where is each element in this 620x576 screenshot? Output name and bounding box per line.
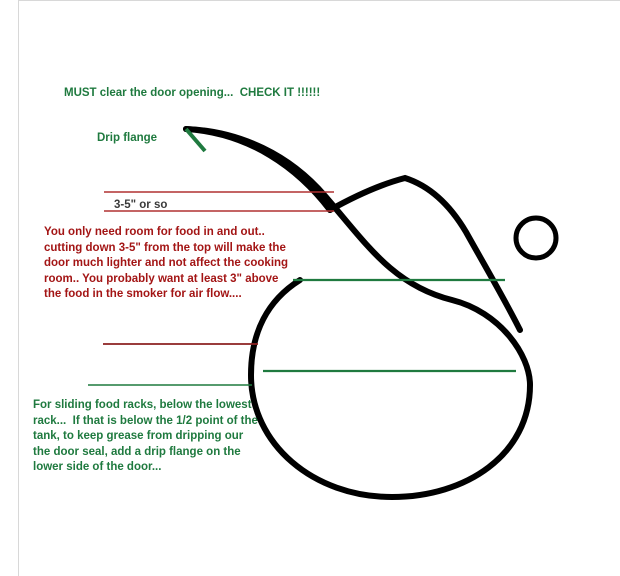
label-measurement-3-5: 3-5" or so <box>114 199 168 211</box>
note-room-for-food: You only need room for food in and out.. cutting down 3-5" from the top will make the door much lighter and not affect the cooking room.. You probably want at least 3" above the food in the smoker for air flow.... <box>44 226 292 300</box>
label-drip-flange: Drip flange <box>97 132 158 144</box>
note-must-clear-door-opening: MUST clear the door opening... CHECK IT !!!!!! <box>64 87 321 99</box>
note-sliding-food-racks: For sliding food racks, below the lowest rack... If that is below the 1/2 point of the tank, to keep grease from dripping our the door seal, add a drip flange on the lower side of the door... <box>33 399 262 473</box>
small-circle-fitting <box>516 218 556 258</box>
